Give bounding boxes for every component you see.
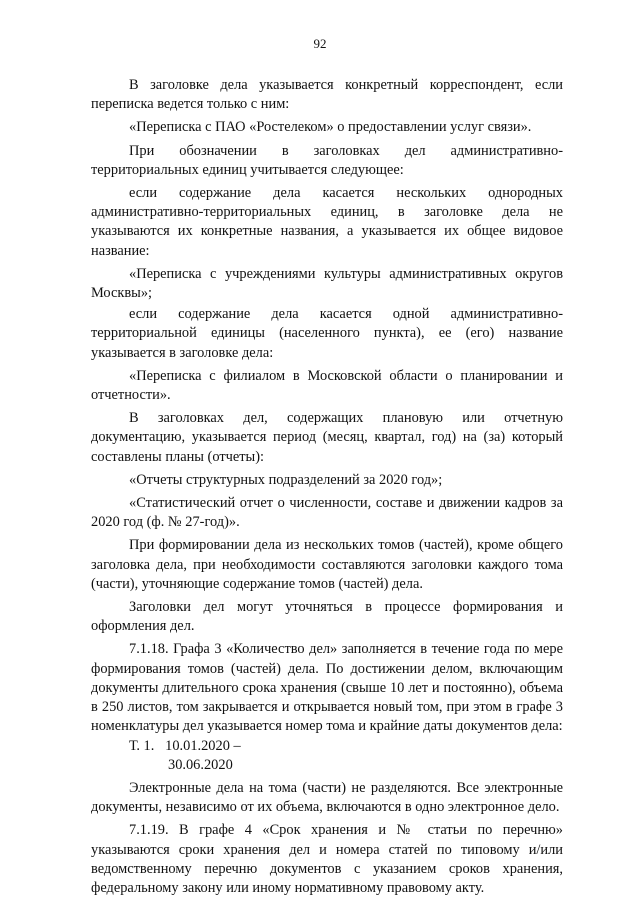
paragraph: 7.1.19. В графе 4 «Срок хранения и № статьи по перечню» указываются сроки хранения дел и номера статей по типовому и/или ведомственному перечню документов с указанием сроков хранения, федеральному закону или иному нормативному правовому акту. <box>91 822 563 896</box>
paragraph: В заголовке дела указывается конкретный корреспондент, если переписка ведется только с ним: <box>91 77 563 113</box>
paragraph: Заголовки дел могут уточняться в процессе формирования и оформления дел. <box>91 599 563 635</box>
paragraph: Электронные дела на тома (части) не разделяются. Все электронные документы, независимо от их объема, включаются в одно электронное дело. <box>91 779 563 816</box>
document-body <box>91 76 563 898</box>
paragraph: «Переписка с филиалом в Московской области о планировании и отчетности». <box>91 367 563 404</box>
paragraph: если содержание дела касается нескольких однородных административно-территориальных единиц, в заголовке дела не указываются их конкретные названия, а указывается их общее видовое название: <box>91 185 563 259</box>
paragraph: «Статистический отчет о численности, составе и движении кадров за 2020 год (ф. № 27-год)». <box>91 495 563 531</box>
paragraph: «Переписка с учреждениями культуры административных округов Москвы»; <box>91 265 563 302</box>
paragraph: «Переписка с ПАО «Ростелеком» о предоставлении услуг связи». <box>129 119 532 136</box>
paragraph: При обозначении в заголовках дел административно-территориальных единиц учитывается следующее: <box>91 142 563 178</box>
paragraph: В заголовках дел, содержащих плановую или отчетную документацию, указывается период (месяц, квартал, год) на (за) который составлены планы (отчеты): <box>91 410 563 465</box>
paragraph: если содержание дела касается одной административно-территориальной единицы (населенного пункта), ее (его) название указывается в заголовке дела: <box>91 306 563 361</box>
paragraph: 7.1.18. Графа 3 «Количество дел» заполняется в течение года по мере формирования томов (частей) дела. По достижении делом, включающим документы длительного срока хранения (свыше 10 лет и постоянно), объема в 250 листов, том закрывается и открывается новый том, при этом в графе 3 номенклатуры дел указывается номер тома и крайние даты документов дела: <box>91 641 563 735</box>
paragraph: При формировании дела из нескольких томов (частей), кроме общего заголовка дела, при необходимости составляются заголовки каждого тома (части), уточняющие содержание томов (частей) дела. <box>91 537 563 592</box>
volume-example-line: Т. 1. 10.01.2020 – <box>129 737 241 754</box>
volume-example-line: 30.06.2020 <box>168 756 233 773</box>
paragraph: «Отчеты структурных подразделений за 2020 год»; <box>129 471 443 488</box>
page-number: 92 <box>313 36 327 51</box>
